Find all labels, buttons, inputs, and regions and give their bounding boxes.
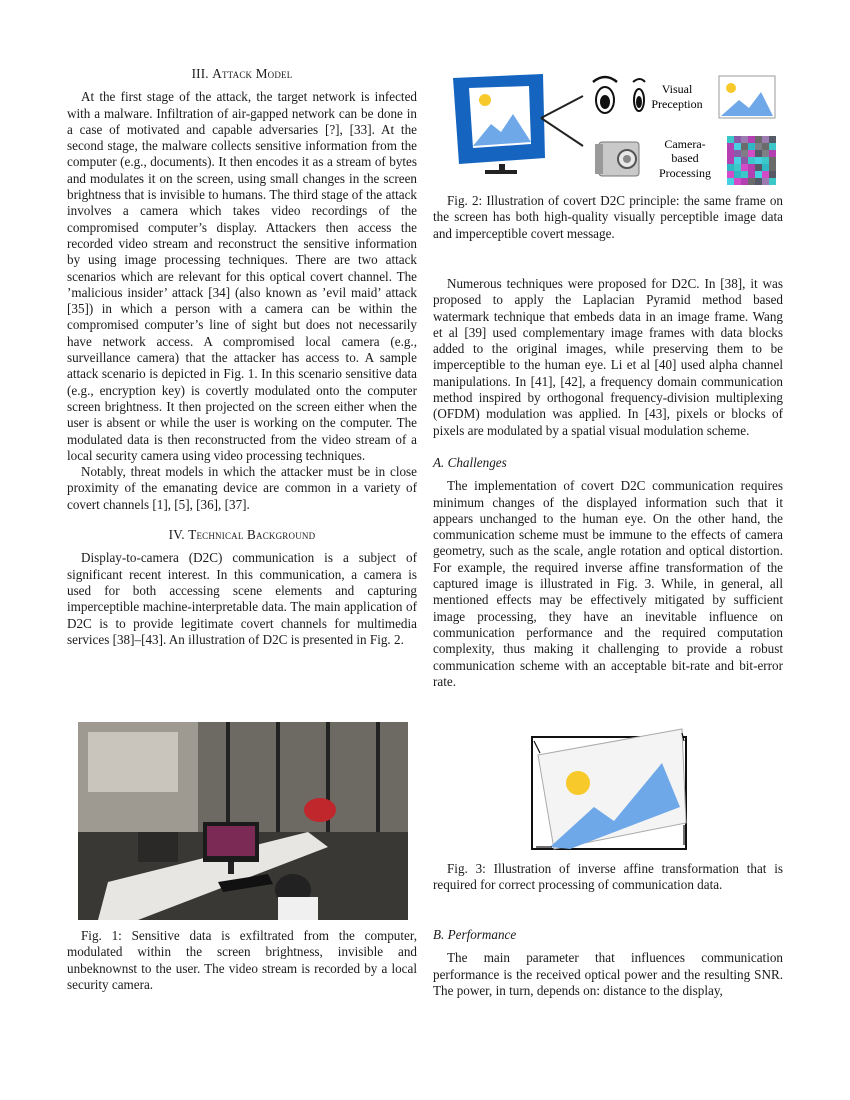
pixel-cell	[741, 171, 748, 178]
pixel-cell	[755, 164, 762, 171]
figure-1-photo	[78, 722, 408, 920]
pixel-cell	[755, 157, 762, 164]
pixel-cell	[734, 178, 741, 185]
pixel-cell	[727, 178, 734, 185]
arrow-icon	[541, 96, 583, 146]
pixel-cell	[734, 136, 741, 143]
paragraph: The main parameter that influences communication performance is the received optical power and the resulting SNR. The power, in turn, depends on: distance to the display,	[433, 950, 783, 998]
pixel-cell	[734, 143, 741, 150]
section-heading-attack-model: III. Attack Model	[191, 66, 293, 81]
pixel-cell	[748, 136, 755, 143]
label-visual-1: Visual	[661, 82, 693, 96]
paragraph: Numerous techniques were proposed for D2C. In [38], it was proposed to apply the Laplacian Pyramid method based watermark technique that embeds data in an image frame. Wang et al [39] used complementary image frames with data blocks added to the original images, while preserving them to be imperceptible to the human eye. Li et al [40] used alpha channel manipulations. In [41], [42], a frequency domain communication method inspired by orthogonal frequency-division multiplexing (OFDM) modulation was applied. In [43], pixels or blocks of pixels are modulated by a spatial visual modulation scheme.	[433, 276, 783, 438]
section-heading-technical-background: IV. Technical Background	[168, 527, 316, 543]
pixel-cell	[727, 157, 734, 164]
pixel-cell	[762, 136, 769, 143]
pixel-cell	[769, 157, 776, 164]
eye-icon	[593, 77, 645, 113]
left-column	[67, 66, 417, 648]
pixel-cell	[748, 143, 755, 150]
pixel-cell	[762, 164, 769, 171]
pixel-cell	[734, 150, 741, 157]
pixel-cell	[769, 171, 776, 178]
paragraph: At the first stage of the attack, the target network is infected with a malware. Infiltration of air-gapped network can be done in a case of motivated and capable adversaries [?], [33]. At the second stage, the malware collects sensitive information from the computer (e.g., documents). It then encodes it as a stream of bytes and modulates it on the screen, using small changes in the screen brightness that is invisible to humans. The third stage of the attack involves a camera which takes video recordings of the compromised computer’s display. Attackers then access the recorded video stream and reconstruct the sensitive information by using image processing techniques. There are two attack scenarios which are relevant for this optical covert channel. The ’malicious insider’ attack [34] (also known as ’evil maid’ attack [35]) in which a person with a camera can be within the compromised computer’s line of sight but does not necessarily have network access. A compromised local camera (e.g., surveillance camera) that the attacker has access to. A sample attack scenario is depicted in Fig. 1. In this scenario sensitive data (e.g., encryption key) is covertly modulated onto the computer screen brightness. It then projected on the screen either when the user is absent or while the user is working on the computer. The modulated data is then reconstructed from the video stream of a local security camera using video processing techniques.	[67, 89, 417, 463]
pixel-cell	[734, 164, 741, 171]
pixel-cell	[748, 164, 755, 171]
pixel-cell	[727, 150, 734, 157]
pixel-cell	[762, 150, 769, 157]
pixel-cell	[727, 171, 734, 178]
paragraph: The implementation of covert D2C communication requires minimum changes of the displayed information such that it appears unchanged to the human eye. On the other hand, the communication scheme must be immune to the effects of camera geometry, such as the scale, angle rotation and optical distortion. For example, the required inverse affine transformation of the captured image is illustrated in Fig. 3. While, in general, all mentioned effects may be effectively mitigated by sufficient image processing, they have an inevitable influence on communication performance and the required computation complexity, thus making it challenging to provide a robust communication scheme with an acceptable bit-rate and bit-error rate.	[433, 478, 783, 689]
pixel-cell	[769, 164, 776, 171]
pixel-cell	[762, 171, 769, 178]
pixel-cell	[734, 157, 741, 164]
label-visual-2: Preception	[651, 97, 703, 111]
pixel-cell	[727, 164, 734, 171]
image-thumbnail-icon	[719, 76, 775, 118]
pixel-cell	[769, 150, 776, 157]
label-camera-2: based	[671, 151, 699, 165]
performance-section	[433, 927, 783, 999]
affine-transformation-diagram	[530, 727, 690, 853]
pixel-cell	[741, 178, 748, 185]
pixel-cell	[762, 143, 769, 150]
subsection-heading-performance: B. Performance	[433, 927, 517, 942]
pixel-cell	[755, 171, 762, 178]
office-scene-image	[78, 722, 408, 920]
pixel-cell	[748, 178, 755, 185]
pixel-cell	[741, 143, 748, 150]
pixel-cell	[769, 143, 776, 150]
figure-2	[433, 66, 783, 192]
pixel-cell	[727, 143, 734, 150]
pixel-cell	[741, 150, 748, 157]
figure-3	[530, 727, 690, 853]
pixel-cell	[769, 178, 776, 185]
paragraph: Display-to-camera (D2C) communication is a subject of significant recent interest. In this communication, a camera is used for both accessing scene elements and capturing imperceptible machine-interpretable data. The main application of D2C is to provide legitimate covert channels for multimedia services [38]–[43]. An illustration of D2C is presented in Fig. 2.	[67, 550, 417, 647]
monitor-icon	[453, 74, 545, 174]
subsection-heading-challenges: A. Challenges	[433, 454, 507, 470]
pixel-cell	[748, 171, 755, 178]
figure-1-caption: Fig. 1: Sensitive data is exfiltrated from the computer, modulated within the screen brightness, invisible and unbeknownst to the user. The video stream is recorded by a local security camera.	[67, 928, 417, 992]
pixel-cell	[755, 136, 762, 143]
figure-2-caption: Fig. 2: Illustration of covert D2C principle: the same frame on the screen has both high-quality visually perceptible image data and imperceptible covert message.	[433, 193, 783, 241]
pixel-cell	[748, 157, 755, 164]
pixel-cell	[734, 171, 741, 178]
pixel-cell	[762, 178, 769, 185]
pixel-cell	[727, 136, 734, 143]
d2c-principle-diagram	[433, 66, 783, 192]
pixel-cell	[762, 157, 769, 164]
right-column	[433, 276, 783, 690]
pixel-cell	[755, 143, 762, 150]
label-camera-1: Camera-	[664, 137, 706, 151]
paragraph: Notably, threat models in which the attacker must be in close proximity of the emanating device are common in a variety of covert channels [1], [5], [36], [37].	[67, 464, 417, 512]
pixel-cell	[755, 150, 762, 157]
pixel-cell	[741, 157, 748, 164]
pixel-cell	[755, 178, 762, 185]
covert-pixel-grid-icon	[727, 136, 776, 185]
pixel-cell	[769, 136, 776, 143]
pixel-cell	[748, 150, 755, 157]
pixel-cell	[741, 164, 748, 171]
camera-icon	[595, 142, 639, 176]
pixel-cell	[741, 136, 748, 143]
label-camera-3: Processing	[659, 166, 711, 180]
figure-3-caption: Fig. 3: Illustration of inverse affine transformation that is required for correct processing of communication data.	[433, 861, 783, 893]
